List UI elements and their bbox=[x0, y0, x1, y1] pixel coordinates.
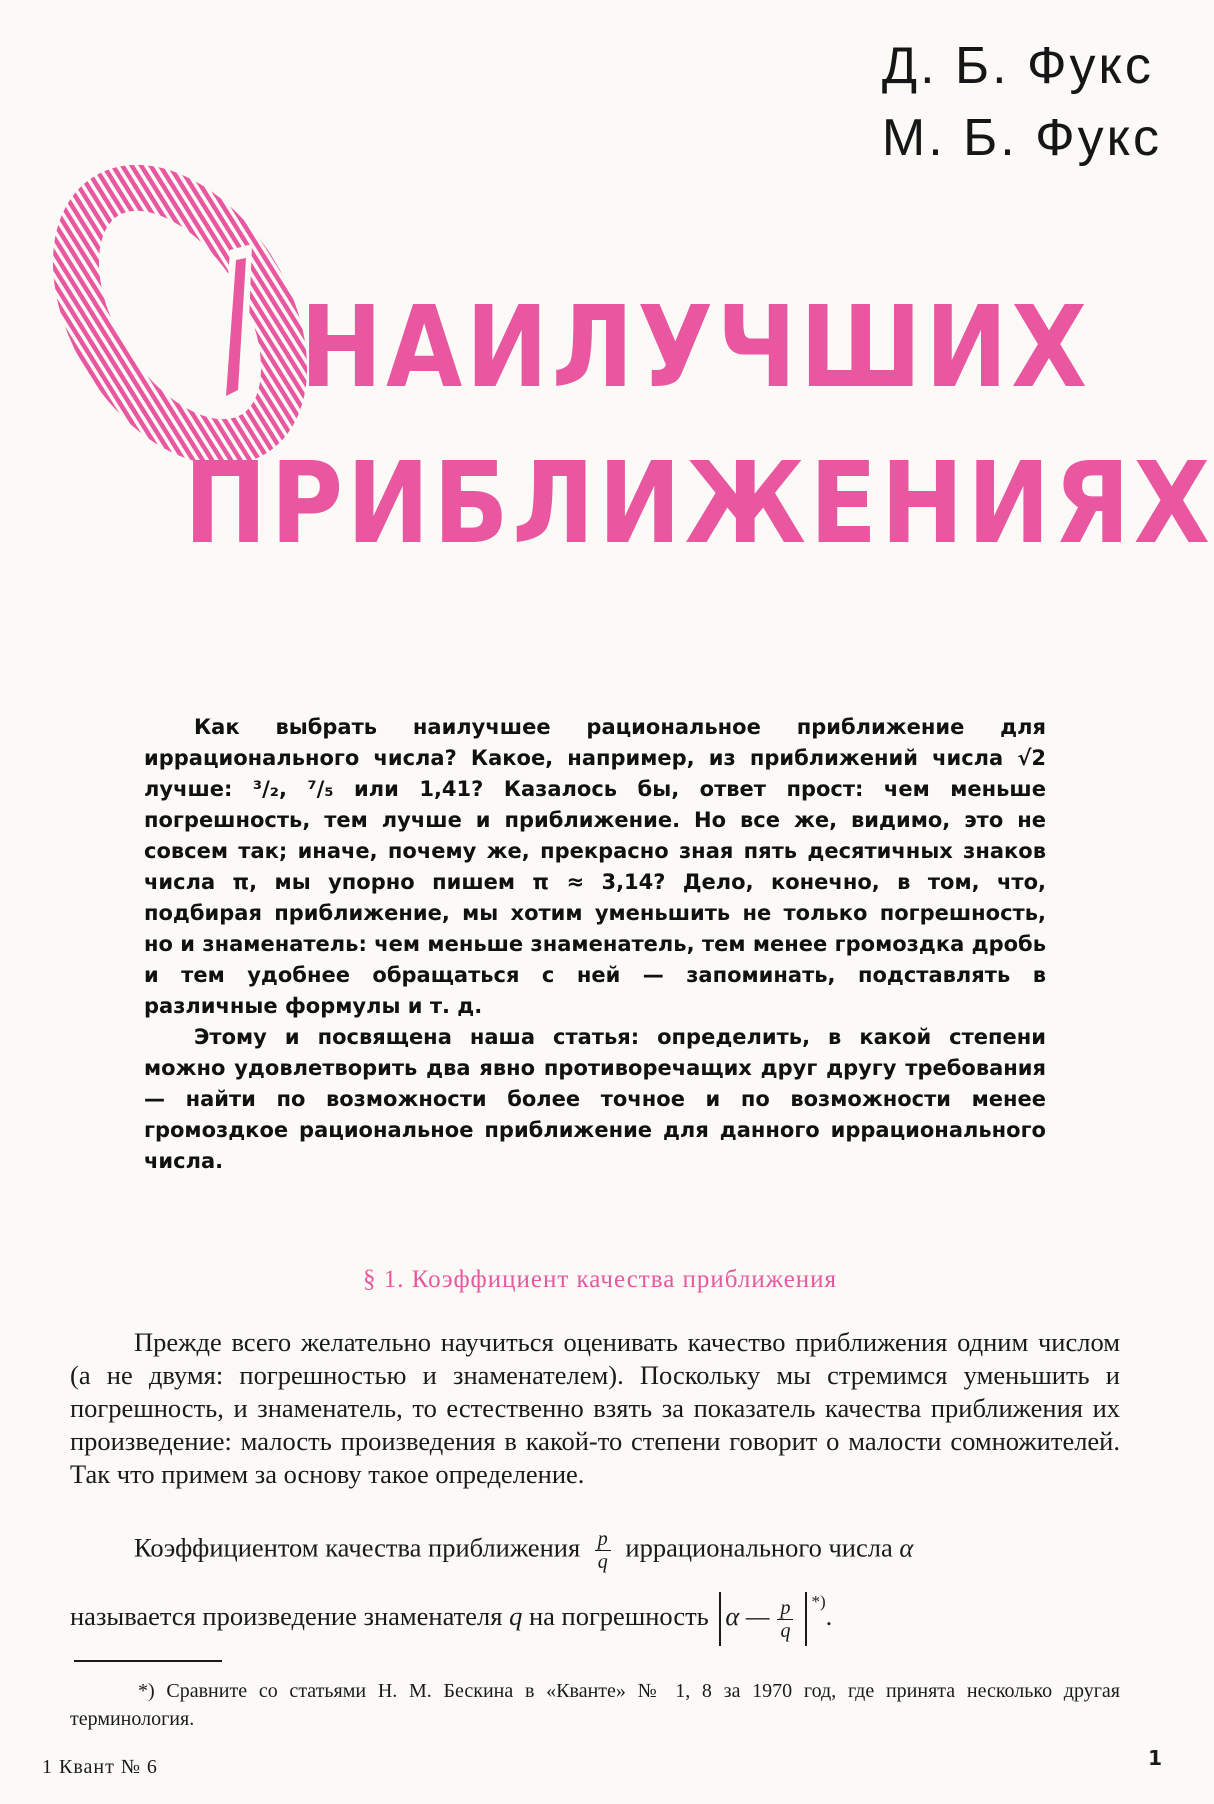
fraction-7-5: ⁷/₅ bbox=[307, 777, 334, 801]
footnote-mark: *) bbox=[811, 1592, 826, 1612]
page-number: 1 bbox=[1148, 1746, 1162, 1770]
section-heading: § 1. Коэффициент качества приближения bbox=[362, 1266, 838, 1293]
abs-bar-left bbox=[719, 1592, 721, 1646]
footnote-text: *) Сравните со статьями Н. М. Бескина в «Кванте» № 1, 8 за 1970 год, где принята несколько другая терминология. bbox=[70, 1680, 1120, 1730]
q-symbol: q bbox=[509, 1601, 523, 1632]
authors-block bbox=[882, 30, 1162, 174]
abs-bar-right bbox=[805, 1592, 807, 1646]
fraction-p-over-q: $\frac{p}{q}$ bbox=[595, 1528, 611, 1573]
fraction-p-over-q-abs: $\frac{p}{q}$ bbox=[777, 1597, 793, 1642]
title-line-2: ПРИБЛИЖЕНИЯХ bbox=[184, 439, 1214, 569]
sqrt-two: √2 bbox=[1017, 746, 1046, 770]
body-paragraph-1-block bbox=[70, 1326, 1120, 1491]
abstract-paragraph-1: Как выбрать наилучшее рациональное приближение для иррационального числа? Какое, например, из приближений числа √2 лучше: ³/₂, ⁷/₅ или 1,41? Казалось бы, ответ прост: чем меньше погрешность, тем лучше и приближение. Но все же, видимо, это не совсем так; иначе, почему же, прекрасно зная пять десятичных знаков числа π, мы упорно пишем π ≈ 3,14? Дело, конечно, в том, что, подбирая приближение, мы хотим уменьшить не только погрешность, но и знаменатель: чем меньше знаменатель, тем менее громоздка дробь и тем удобнее обращаться с ней — запоминать, подставлять в различные формулы и т. д. bbox=[144, 715, 1046, 1018]
footnote-divider bbox=[74, 1660, 222, 1662]
title-initial-letter bbox=[40, 137, 300, 470]
author-1: Д. Б. Фукс bbox=[881, 37, 1154, 95]
definition-line-2: называется произведение знаменателя q на погрешность α — $\frac{p}{q}$ *). bbox=[70, 1592, 832, 1646]
definition-line-1: Коэффициентом качества приближения $\frac{p}{q}$ иррационального числа α bbox=[134, 1528, 914, 1573]
author-2: М. Б. Фукс bbox=[881, 109, 1162, 167]
svg-text:О: О bbox=[40, 137, 52, 154]
title-line-1: НАИЛУЧШИХ bbox=[300, 283, 1091, 413]
printer-signature: 1 Квант № 6 bbox=[42, 1756, 158, 1778]
abs-alpha-minus: α — bbox=[725, 1601, 770, 1632]
abstract-paragraph-2: Этому и посвящена наша статья: определить, в какой степени можно удовлетворить два явно противоречащих друг другу требования — найти по возможности более точное и по возможности менее громоздкое рациональное приближение для данного иррационального числа. bbox=[144, 1025, 1046, 1173]
alpha-symbol: α bbox=[899, 1532, 914, 1563]
body-paragraph-1: Прежде всего желательно научиться оценивать качество приближения одним числом (а не двумя: погрешностью и знаменателем). Поскольку мы стремимся уменьшить и погрешность, и знаменатель, то естественно взять за показатель качества приближения их произведение: малость произведения в какой-то степени говорит о малости сомножителей. Так что примем за основу такое определение. bbox=[70, 1327, 1120, 1489]
footnote bbox=[70, 1677, 1120, 1733]
abstract bbox=[144, 712, 1046, 1177]
fraction-3-2: ³/₂ bbox=[252, 777, 279, 801]
